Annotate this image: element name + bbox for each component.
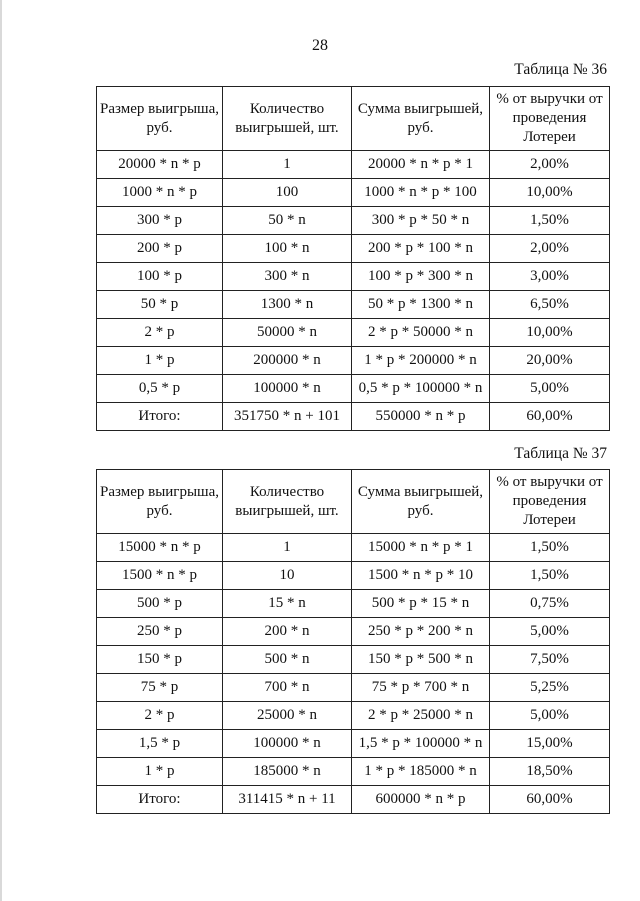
table-total-row	[97, 403, 610, 431]
cell-revenue-percent: 6,50%	[490, 291, 610, 319]
cell-revenue-percent: 20,00%	[490, 347, 610, 375]
table-row	[97, 562, 610, 590]
cell-prize-count: 1	[223, 151, 352, 179]
cell-total-count: 351750 * n + 101	[223, 403, 352, 431]
table-row	[97, 375, 610, 403]
cell-revenue-percent: 5,25%	[490, 674, 610, 702]
scan-edge	[0, 0, 2, 901]
cell-prize-sum: 250 * p * 200 * n	[352, 618, 490, 646]
cell-prize-count: 500 * n	[223, 646, 352, 674]
cell-prize-sum: 2 * p * 25000 * n	[352, 702, 490, 730]
cell-prize-sum: 15000 * n * p * 1	[352, 534, 490, 562]
header-prize-sum: Сумма выигрышей, руб.	[352, 87, 490, 151]
header-prize-size: Размер выигрыша, руб.	[97, 87, 223, 151]
table-row	[97, 618, 610, 646]
table-row	[97, 235, 610, 263]
table-caption-36: Таблица № 36	[514, 61, 607, 78]
cell-total-sum: 550000 * n * p	[352, 403, 490, 431]
cell-prize-count: 10	[223, 562, 352, 590]
cell-prize-count: 300 * n	[223, 263, 352, 291]
cell-prize-count: 15 * n	[223, 590, 352, 618]
header-revenue-percent: % от выручки от проведения Лотереи	[490, 87, 610, 151]
header-revenue-percent: % от выручки от проведения Лотереи	[490, 470, 610, 534]
table-row	[97, 291, 610, 319]
cell-prize-sum: 1 * p * 200000 * n	[352, 347, 490, 375]
cell-prize-count: 50000 * n	[223, 319, 352, 347]
cell-total-percent: 60,00%	[490, 403, 610, 431]
cell-revenue-percent: 5,00%	[490, 375, 610, 403]
cell-prize-size: 1 * p	[97, 347, 223, 375]
cell-prize-sum: 0,5 * p * 100000 * n	[352, 375, 490, 403]
table-row	[97, 702, 610, 730]
cell-prize-count: 100	[223, 179, 352, 207]
cell-prize-size: 50 * p	[97, 291, 223, 319]
cell-revenue-percent: 5,00%	[490, 618, 610, 646]
header-prize-count: Количество выигрышей, шт.	[223, 87, 352, 151]
cell-prize-count: 700 * n	[223, 674, 352, 702]
table-row	[97, 646, 610, 674]
cell-prize-count: 200000 * n	[223, 347, 352, 375]
cell-prize-sum: 500 * p * 15 * n	[352, 590, 490, 618]
cell-total-percent: 60,00%	[490, 786, 610, 814]
cell-prize-size: 1500 * n * p	[97, 562, 223, 590]
cell-revenue-percent: 2,00%	[490, 235, 610, 263]
cell-prize-sum: 75 * p * 700 * n	[352, 674, 490, 702]
cell-revenue-percent: 18,50%	[490, 758, 610, 786]
cell-revenue-percent: 2,00%	[490, 151, 610, 179]
cell-prize-sum: 50 * p * 1300 * n	[352, 291, 490, 319]
cell-prize-sum: 300 * p * 50 * n	[352, 207, 490, 235]
cell-revenue-percent: 1,50%	[490, 562, 610, 590]
table-row	[97, 179, 610, 207]
cell-prize-sum: 1500 * n * p * 10	[352, 562, 490, 590]
header-prize-size: Размер выигрыша, руб.	[97, 470, 223, 534]
cell-total-label: Итого:	[97, 403, 223, 431]
cell-revenue-percent: 3,00%	[490, 263, 610, 291]
table-row	[97, 590, 610, 618]
cell-revenue-percent: 7,50%	[490, 646, 610, 674]
cell-prize-count: 1	[223, 534, 352, 562]
cell-revenue-percent: 10,00%	[490, 179, 610, 207]
cell-prize-count: 100 * n	[223, 235, 352, 263]
cell-prize-count: 100000 * n	[223, 730, 352, 758]
cell-prize-size: 1 * p	[97, 758, 223, 786]
cell-prize-count: 1300 * n	[223, 291, 352, 319]
table-header-row	[97, 87, 610, 151]
cell-revenue-percent: 1,50%	[490, 534, 610, 562]
cell-prize-sum: 20000 * n * p * 1	[352, 151, 490, 179]
cell-revenue-percent: 10,00%	[490, 319, 610, 347]
header-prize-sum: Сумма выигрышей, руб.	[352, 470, 490, 534]
cell-prize-sum: 1,5 * p * 100000 * n	[352, 730, 490, 758]
cell-prize-size: 150 * p	[97, 646, 223, 674]
cell-revenue-percent: 15,00%	[490, 730, 610, 758]
cell-prize-sum: 1 * p * 185000 * n	[352, 758, 490, 786]
header-prize-count: Количество выигрышей, шт.	[223, 470, 352, 534]
cell-prize-count: 50 * n	[223, 207, 352, 235]
table-row	[97, 730, 610, 758]
table-row	[97, 151, 610, 179]
page-number: 28	[312, 37, 328, 54]
cell-total-sum: 600000 * n * p	[352, 786, 490, 814]
prize-table-36	[96, 86, 610, 431]
cell-revenue-percent: 5,00%	[490, 702, 610, 730]
cell-prize-size: 500 * p	[97, 590, 223, 618]
cell-prize-count: 185000 * n	[223, 758, 352, 786]
table-row	[97, 319, 610, 347]
cell-prize-sum: 150 * p * 500 * n	[352, 646, 490, 674]
table-row	[97, 534, 610, 562]
cell-revenue-percent: 0,75%	[490, 590, 610, 618]
cell-revenue-percent: 1,50%	[490, 207, 610, 235]
cell-prize-size: 250 * p	[97, 618, 223, 646]
cell-prize-size: 100 * p	[97, 263, 223, 291]
cell-prize-size: 0,5 * p	[97, 375, 223, 403]
table-caption-37: Таблица № 37	[514, 445, 607, 462]
cell-prize-sum: 1000 * n * p * 100	[352, 179, 490, 207]
cell-prize-size: 75 * p	[97, 674, 223, 702]
cell-prize-size: 1000 * n * p	[97, 179, 223, 207]
cell-prize-size: 1,5 * p	[97, 730, 223, 758]
table-row	[97, 758, 610, 786]
cell-prize-sum: 200 * p * 100 * n	[352, 235, 490, 263]
table-row	[97, 263, 610, 291]
table-row	[97, 347, 610, 375]
table-row	[97, 207, 610, 235]
cell-prize-size: 2 * p	[97, 319, 223, 347]
cell-prize-size: 300 * p	[97, 207, 223, 235]
cell-prize-size: 20000 * n * p	[97, 151, 223, 179]
cell-prize-sum: 100 * p * 300 * n	[352, 263, 490, 291]
table-total-row	[97, 786, 610, 814]
cell-total-label: Итого:	[97, 786, 223, 814]
cell-prize-size: 15000 * n * p	[97, 534, 223, 562]
cell-total-count: 311415 * n + 11	[223, 786, 352, 814]
table-row	[97, 674, 610, 702]
cell-prize-sum: 2 * p * 50000 * n	[352, 319, 490, 347]
table-header-row	[97, 470, 610, 534]
cell-prize-size: 200 * p	[97, 235, 223, 263]
cell-prize-size: 2 * p	[97, 702, 223, 730]
cell-prize-count: 25000 * n	[223, 702, 352, 730]
cell-prize-count: 200 * n	[223, 618, 352, 646]
prize-table-37	[96, 469, 610, 814]
cell-prize-count: 100000 * n	[223, 375, 352, 403]
